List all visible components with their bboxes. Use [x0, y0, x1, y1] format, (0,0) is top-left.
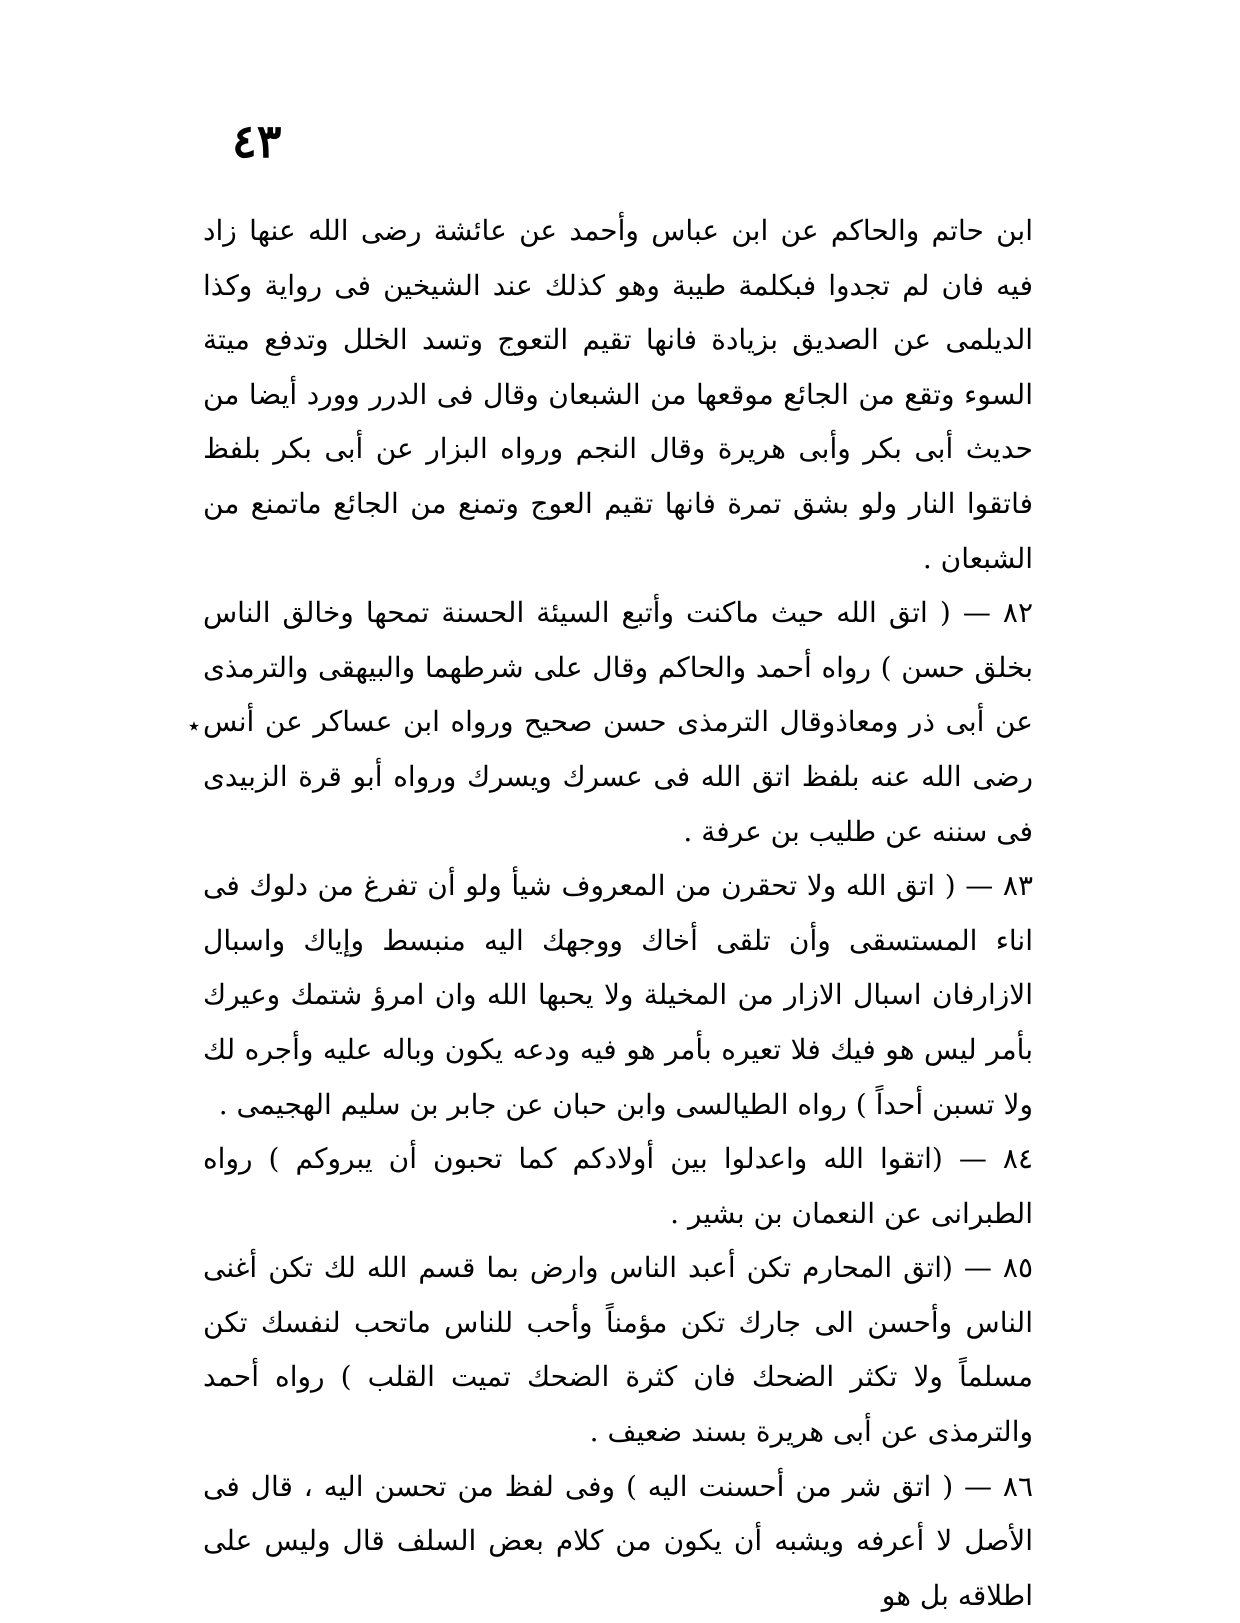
hadith-82: ٨٢ — ( اتق الله حيث ماكنت وأتبع السيئة الحسنة تمحها وخالق الناس بخلق حسن ) رواه أحمد والحاكم وقال على شرطهما والبيهقى والترمذى عن أبى ذر ومعاذوقال الترمذى حسن صحيح ورواه ابن عساكر عن أنس رضى الله عنه بلفظ اتق الله فى عسرك ويسرك ورواه أبو قرة الزبيدى فى سننه عن طليب بن عرفة .: [203, 596, 1033, 848]
hadith-85: ٨٥ — (اتق المحارم تكن أعبد الناس وارض بما قسم الله لك تكن أغنى الناس وأحسن الى جارك تكن مؤمناً وأحب للناس ماتحب لنفسك تكن مسلماً ولا تكثر الضحك فان كثرة الضحك تميت القلب ) رواه أحمد والترمذى عن أبى هريرة بسند ضعيف .: [203, 1251, 1033, 1449]
page-number: ٤٣: [232, 114, 282, 168]
body-text: [203, 204, 1033, 1623]
margin-mark: ٭: [188, 714, 200, 739]
hadith-86: ٨٦ — ( اتق شر من أحسنت اليه ) وفى لفظ من تحسن اليه ، قال فى الأصل لا أعرفه ويشبه أن يكون من كلام بعض السلف قال وليس على اطلاقه بل هو: [203, 1469, 1033, 1612]
hadith-84: ٨٤ — (اتقوا الله واعدلوا بين أولادكم كما تحبون أن يبروكم ) رواه الطبرانى عن النعمان بن بشير .: [203, 1142, 1033, 1230]
hadith-83: ٨٣ — ( اتق الله ولا تحقرن من المعروف شيأ ولو أن تفرغ من دلوك فى اناء المستسقى وأن تلقى أخاك ووجهك اليه منبسط وإياك واسبال الازارفان اسبال الازار من المخيلة ولا يحبها الله وان امرؤ شتمك وعيرك بأمر ليس هو فيك فلا تعيره بأمر هو فيه ودعه يكون وباله عليه وأجره لك ولا تسبن أحداً ) رواه الطيالسى وابن حبان عن جابر بن سليم الهجيمى .: [203, 869, 1033, 1121]
paragraph-continuation: ابن حاتم والحاكم عن ابن عباس وأحمد عن عائشة رضى الله عنها زاد فيه فان لم تجدوا فبكلمة طيبة وهو كذلك عند الشيخين فى رواية وكذا الديلمى عن الصديق بزيادة فانها تقيم التعوج وتسد الخلل وتدفع ميتة السوء وتقع من الجائع موقعها من الشبعان وقال فى الدرر وورد أيضا من حديث أبى بكر وأبى هريرة وقال النجم ورواه البزار عن أبى بكر بلفظ فاتقوا النار ولو بشق تمرة فانها تقيم العوج وتمنع من الجائع ماتمنع من الشبعان .: [203, 214, 1033, 575]
